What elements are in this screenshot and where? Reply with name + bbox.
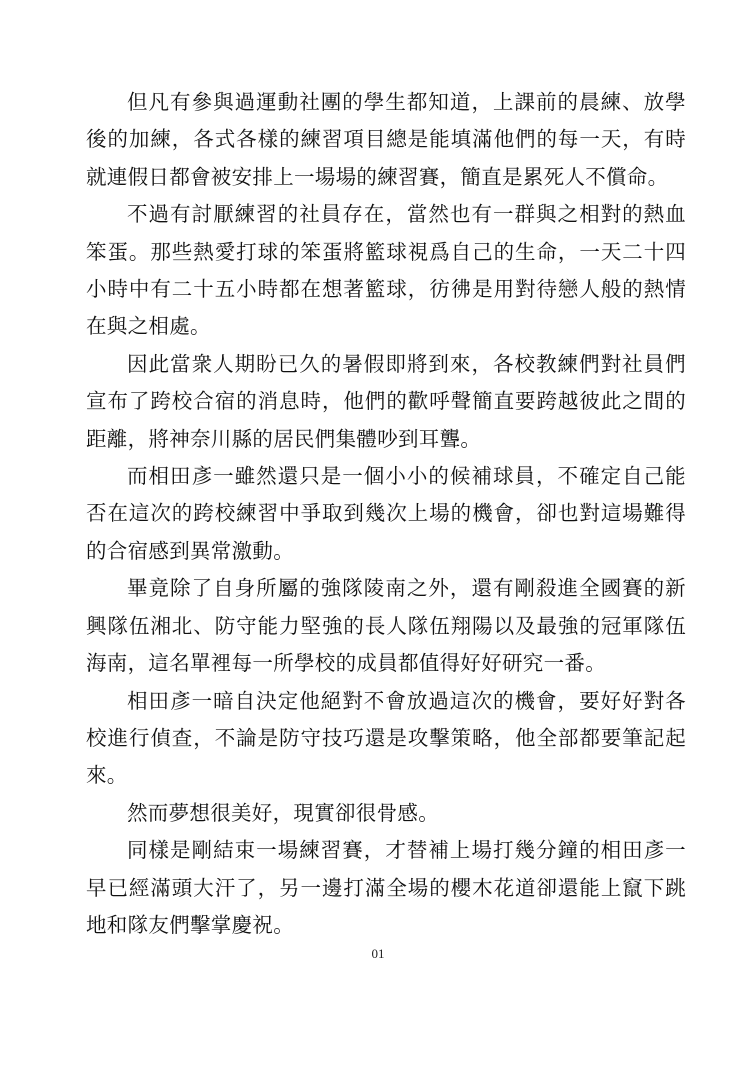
paragraph-4: 而相田彥一雖然還只是一個小小的候補球員，不確定自己能否在這次的跨校練習中爭取到幾次上場的機會，卻也對這場難得的合宿感到異常激動。 [86,464,686,563]
paragraph-5: 畢竟除了自身所屬的強隊陵南之外，還有剛殺進全國賽的新興隊伍湘北、防守能力堅強的長人隊伍翔陽以及最強的冠軍隊伍海南，這名單裡每一所學校的成員都值得好好研究一番。 [86,576,686,676]
paragraph-1: 但凡有參與過運動社團的學生都知道，上課前的晨練、放學後的加練，各式各樣的練習項目總是能填滿他們的每一天，有時就連假日都會被安排上一場場的練習賽，簡直是累死人不償命。 [86,90,686,189]
paragraph-6: 相田彥一暗自決定他絕對不會放過這次的機會，要好好對各校進行偵查，不論是防守技巧還是攻擊策略，他全部都要筆記起來。 [86,688,686,788]
paragraph-2: 不過有討厭練習的社員存在，當然也有一群與之相對的熱血笨蛋。那些熱愛打球的笨蛋將籃球視爲自己的生命，一天二十四小時中有二十五小時都在想著籃球，彷彿是用對待戀人般的熱情在與之相處。 [86,202,686,339]
paragraph-3: 因此當衆人期盼已久的暑假即將到來，各校教練們對社員們宣布了跨校合宿的消息時，他們的歡呼聲簡直要跨越彼此之間的距離，將神奈川縣的居民們集體吵到耳聾。 [86,351,686,451]
paragraph-7: 然而夢想很美好，現實卻很骨感。 [127,800,439,825]
paragraph-8: 同樣是剛結束一場練習賽，才替補上場打幾分鐘的相田彥一早已經滿頭大汗了，另一邊打滿全場的櫻木花道卻還能上竄下跳地和隊友們擊掌慶祝。 [86,838,686,937]
body-text [86,84,686,944]
page-number: 01 [371,946,385,961]
